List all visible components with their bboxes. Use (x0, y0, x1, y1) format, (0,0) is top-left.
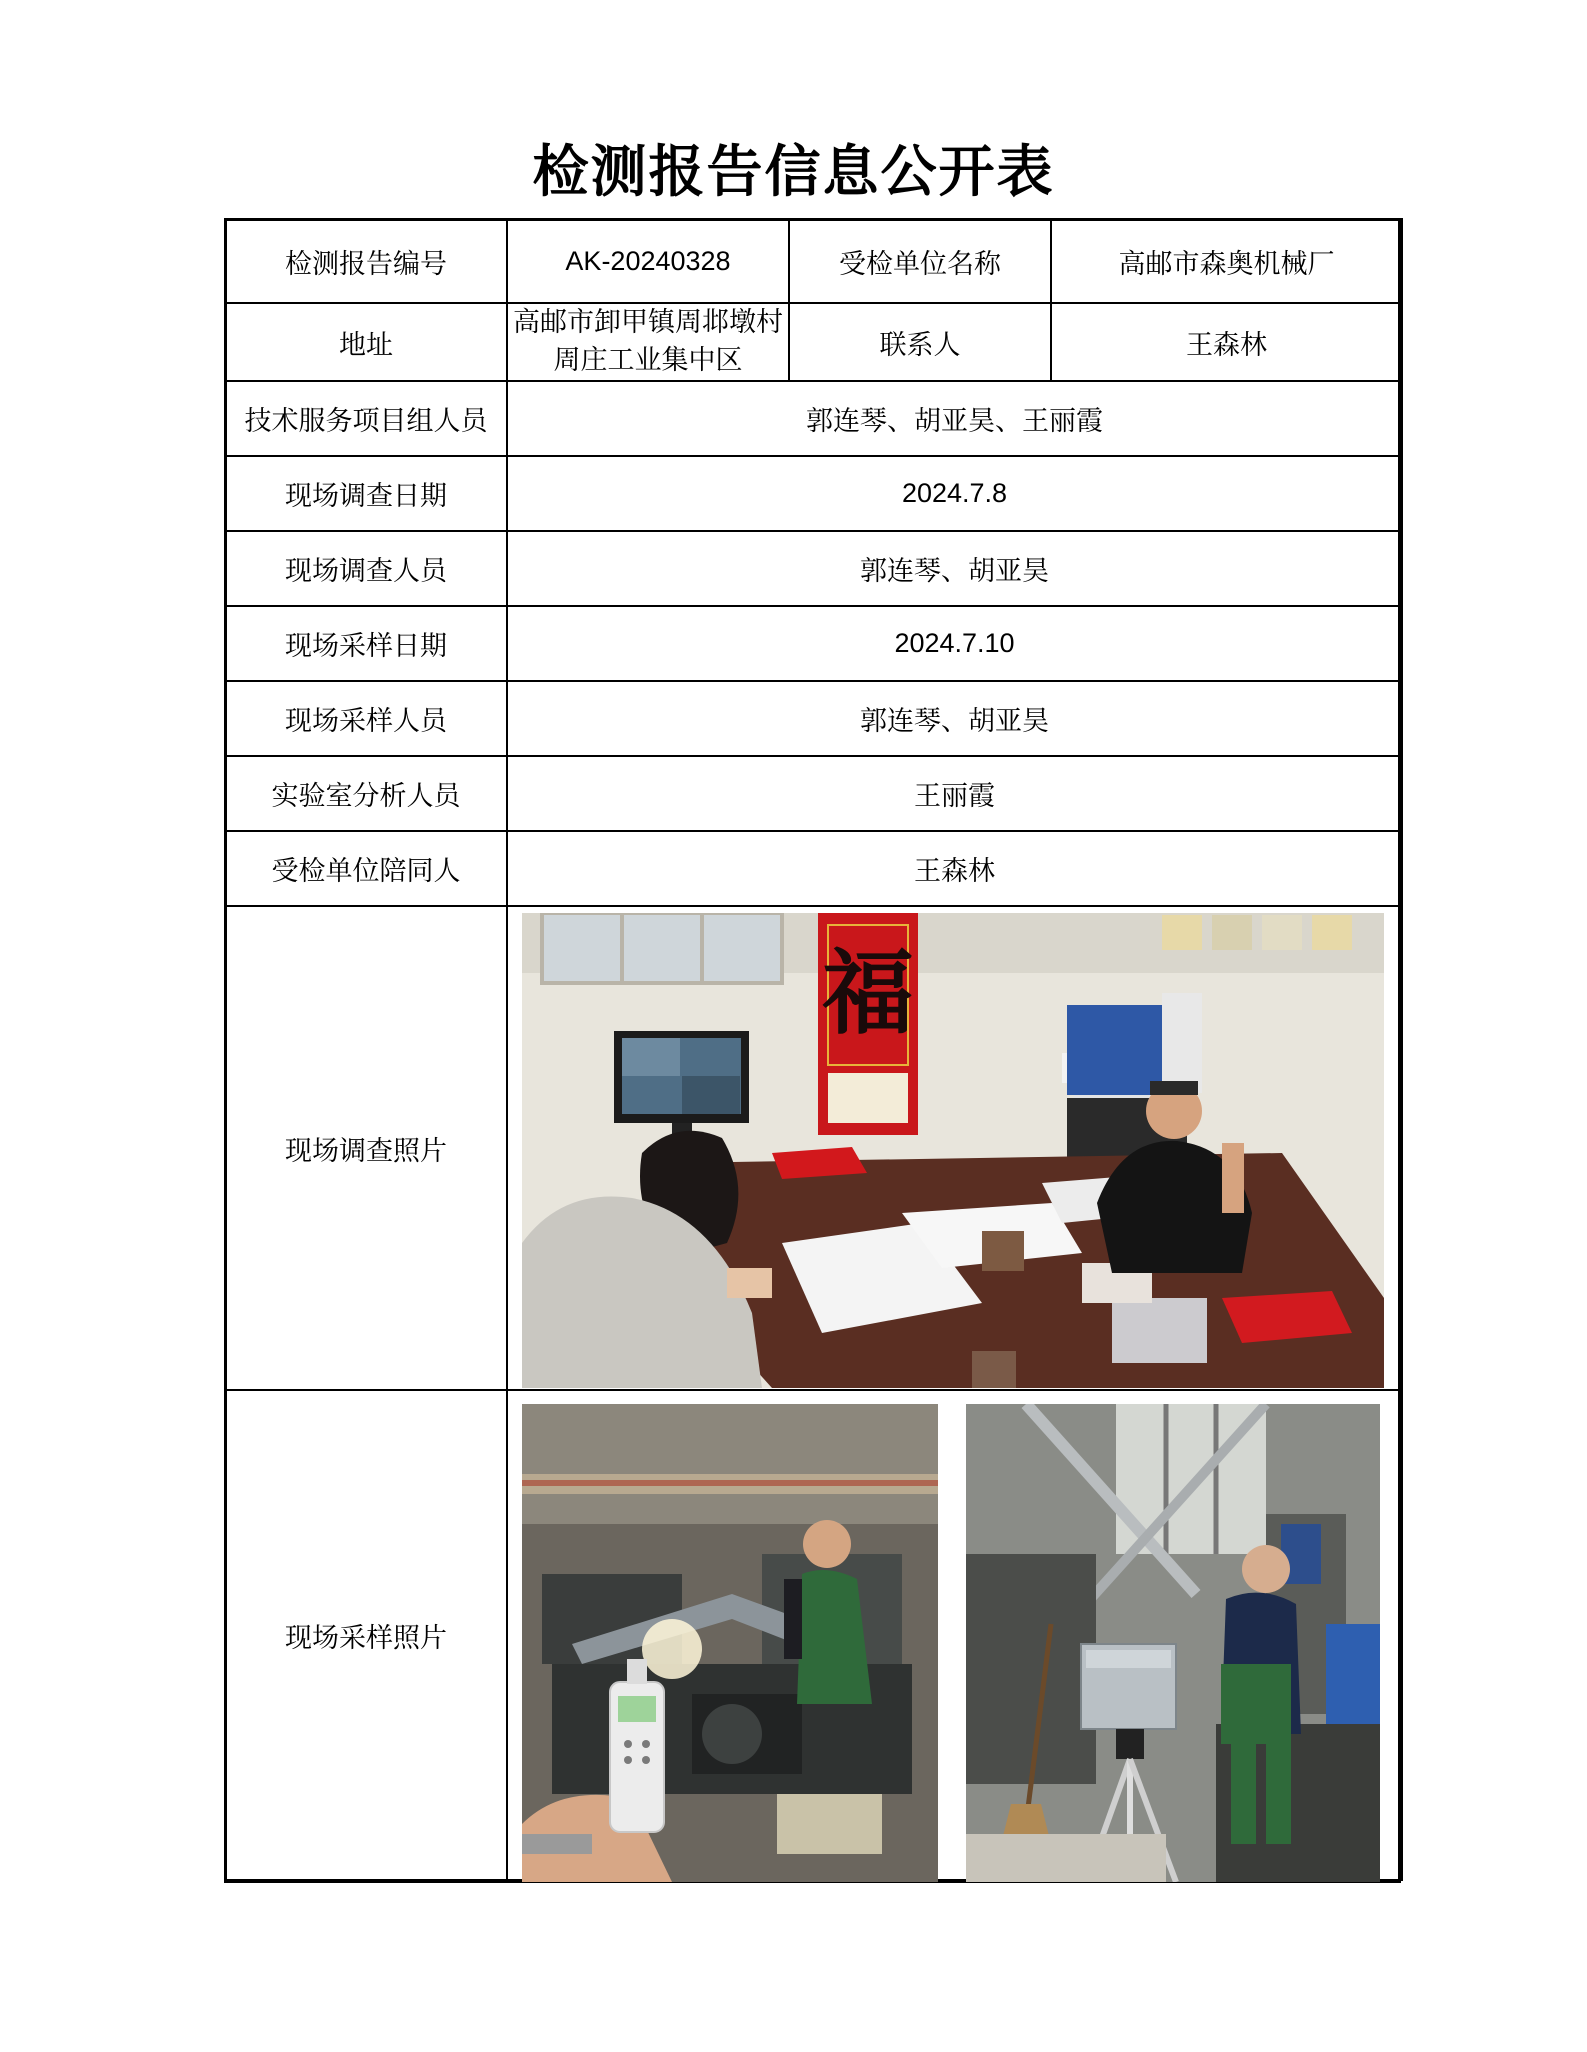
sampling-staff-label: 现场采样人员 (225, 681, 507, 756)
survey-photo-illustration (522, 913, 1384, 1388)
lab-staff-value: 王丽霞 (507, 756, 1402, 831)
survey-date-label: 现场调查日期 (225, 456, 507, 531)
survey-photo-label: 现场调查照片 (225, 906, 507, 1390)
sampling-date-label: 现场采样日期 (225, 606, 507, 681)
team-label: 技术服务项目组人员 (225, 381, 507, 456)
survey-staff-label: 现场调查人员 (225, 531, 507, 606)
team-value: 郭连琴、胡亚昊、王丽霞 (507, 381, 1402, 456)
escort-label: 受检单位陪同人 (225, 831, 507, 906)
address-label: 地址 (225, 303, 507, 381)
escort-value: 王森林 (507, 831, 1402, 906)
survey-photo (522, 913, 1384, 1388)
sampling-photo-label: 现场采样照片 (225, 1390, 507, 1880)
page-title: 检测报告信息公开表 (532, 140, 1055, 205)
sampling-staff-value: 郭连琴、胡亚昊 (507, 681, 1402, 756)
sampling-date-value: 2024.7.10 (507, 606, 1402, 681)
survey-date-value: 2024.7.8 (507, 456, 1402, 531)
sampling-photo-2-illustration (966, 1404, 1380, 1882)
sampling-photo-1-illustration (522, 1404, 938, 1882)
report-no-label: 检测报告编号 (225, 219, 507, 303)
report-no-value: AK-20240328 (507, 219, 789, 303)
unit-label: 受检单位名称 (789, 219, 1051, 303)
contact-value: 王森林 (1051, 303, 1402, 381)
fu-banner-text: 福 (821, 939, 915, 1047)
survey-staff-value: 郭连琴、胡亚昊 (507, 531, 1402, 606)
contact-label: 联系人 (789, 303, 1051, 381)
address-value: 高邮市卸甲镇周邶墩村周庄工业集中区 (507, 303, 789, 381)
unit-value: 高邮市森奥机械厂 (1051, 219, 1402, 303)
sampling-photo-tripod (966, 1404, 1380, 1882)
sampling-photo-noise-meter (522, 1404, 938, 1882)
lab-staff-label: 实验室分析人员 (225, 756, 507, 831)
